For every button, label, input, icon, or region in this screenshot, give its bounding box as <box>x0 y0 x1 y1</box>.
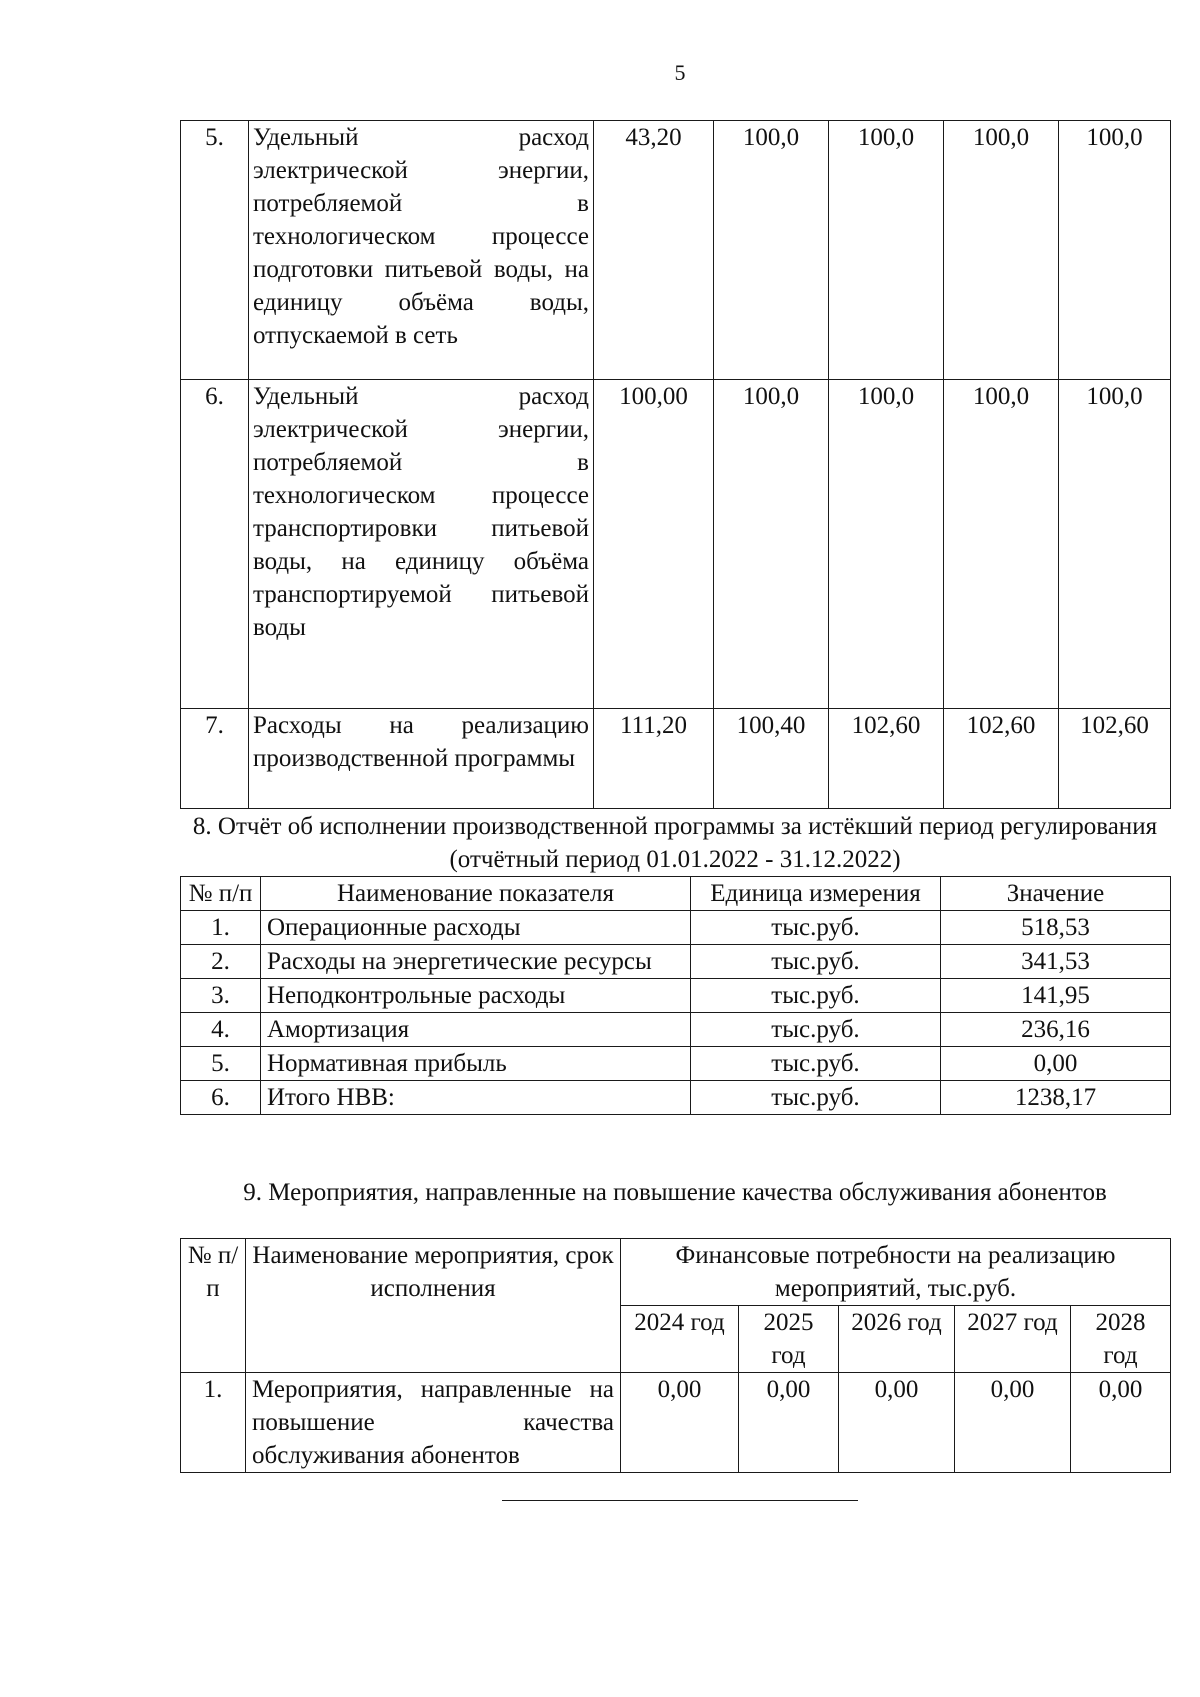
row-number: 2. <box>181 945 261 979</box>
indicator-value: 100,0 <box>714 121 829 380</box>
row-number: 3. <box>181 979 261 1013</box>
row-name: Расходы на энергетические ресурсы <box>261 945 691 979</box>
row-number: 1. <box>181 911 261 945</box>
row-number: 5. <box>181 121 249 380</box>
indicator-value: 102,60 <box>944 709 1059 809</box>
indicator-name: Удельный расход электрической энергии, потребляемой в технологическом процессе подготовки питьевой воды, на единицу объёма воды, отпускаемой в сеть <box>249 121 594 380</box>
indicator-value: 100,0 <box>944 380 1059 709</box>
measures-table <box>180 1238 1171 1473</box>
section-9-heading: 9. Мероприятия, направленные на повышение качества обслуживания абонентов <box>243 1179 1107 1206</box>
indicator-value: 100,0 <box>1059 380 1171 709</box>
section-8-heading: 8. Отчёт об исполнении производственной программы за истёкший период регулирования (отчётный период 01.01.2022 - 31.12.2022) <box>192 813 1158 873</box>
table-row <box>181 380 1171 709</box>
row-value: 0,00 <box>941 1047 1171 1081</box>
row-value: 341,53 <box>941 945 1171 979</box>
closing-divider <box>502 1500 858 1501</box>
row-unit: тыс.руб. <box>691 979 941 1013</box>
table-header-row <box>181 1239 1171 1306</box>
indicator-value: 100,0 <box>829 380 944 709</box>
row-number: 6. <box>181 1081 261 1115</box>
indicator-value: 100,0 <box>944 121 1059 380</box>
indicator-value: 111,20 <box>594 709 714 809</box>
table-row <box>181 1013 1171 1047</box>
row-name: Мероприятия, направленные на повышение качества обслуживания абонентов <box>246 1373 621 1473</box>
table-row <box>181 709 1171 809</box>
row-value: 0,00 <box>621 1373 739 1473</box>
row-value: 0,00 <box>1071 1373 1171 1473</box>
row-value: 518,53 <box>941 911 1171 945</box>
header-num: № п/п <box>181 877 261 911</box>
row-value: 0,00 <box>955 1373 1071 1473</box>
row-unit: тыс.руб. <box>691 911 941 945</box>
header-finance: Финансовые потребности на реализацию мероприятий, тыс.руб. <box>621 1239 1171 1306</box>
row-value: 0,00 <box>739 1373 839 1473</box>
row-name: Амортизация <box>261 1013 691 1047</box>
indicator-value: 100,0 <box>1059 121 1171 380</box>
row-unit: тыс.руб. <box>691 1081 941 1115</box>
table-row <box>181 1081 1171 1115</box>
indicator-value: 100,40 <box>714 709 829 809</box>
indicator-name: Расходы на реализацию производственной программы <box>249 709 594 809</box>
indicators-table <box>180 120 1171 809</box>
row-value: 236,16 <box>941 1013 1171 1047</box>
header-unit: Единица измерения <box>691 877 941 911</box>
row-number: 5. <box>181 1047 261 1081</box>
indicator-value: 100,00 <box>594 380 714 709</box>
indicator-value: 102,60 <box>829 709 944 809</box>
row-value: 0,00 <box>839 1373 955 1473</box>
indicator-value: 100,0 <box>829 121 944 380</box>
indicator-value: 102,60 <box>1059 709 1171 809</box>
row-unit: тыс.руб. <box>691 1047 941 1081</box>
indicator-value: 43,20 <box>594 121 714 380</box>
indicator-value: 100,0 <box>714 380 829 709</box>
table-row <box>181 945 1171 979</box>
header-year: 2025 год <box>739 1306 839 1373</box>
row-number: 4. <box>181 1013 261 1047</box>
table-row <box>181 1047 1171 1081</box>
header-year: 2028 год <box>1071 1306 1171 1373</box>
row-value: 1238,17 <box>941 1081 1171 1115</box>
indicator-name: Удельный расход электрической энергии, потребляемой в технологическом процессе транспортировки питьевой воды, на единицу объёма транспортируемой питьевой воды <box>249 380 594 709</box>
header-name: Наименование мероприятия, срок исполнения <box>246 1239 621 1373</box>
table-row <box>181 1373 1171 1473</box>
row-number: 6. <box>181 380 249 709</box>
header-name: Наименование показателя <box>261 877 691 911</box>
table-header-row <box>181 877 1171 911</box>
row-number: 1. <box>181 1373 246 1473</box>
row-name: Нормативная прибыль <box>261 1047 691 1081</box>
report-table <box>180 876 1171 1115</box>
page-number: 5 <box>674 60 686 85</box>
row-value: 141,95 <box>941 979 1171 1013</box>
header-year: 2024 год <box>621 1306 739 1373</box>
row-unit: тыс.руб. <box>691 945 941 979</box>
table-row <box>181 911 1171 945</box>
row-unit: тыс.руб. <box>691 1013 941 1047</box>
table-row <box>181 121 1171 380</box>
header-year: 2027 год <box>955 1306 1071 1373</box>
header-value: Значение <box>941 877 1171 911</box>
row-name: Итого НВВ: <box>261 1081 691 1115</box>
row-number: 7. <box>181 709 249 809</box>
table-row <box>181 979 1171 1013</box>
header-num: № п/п <box>181 1239 246 1373</box>
row-name: Неподконтрольные расходы <box>261 979 691 1013</box>
row-name: Операционные расходы <box>261 911 691 945</box>
header-year: 2026 год <box>839 1306 955 1373</box>
